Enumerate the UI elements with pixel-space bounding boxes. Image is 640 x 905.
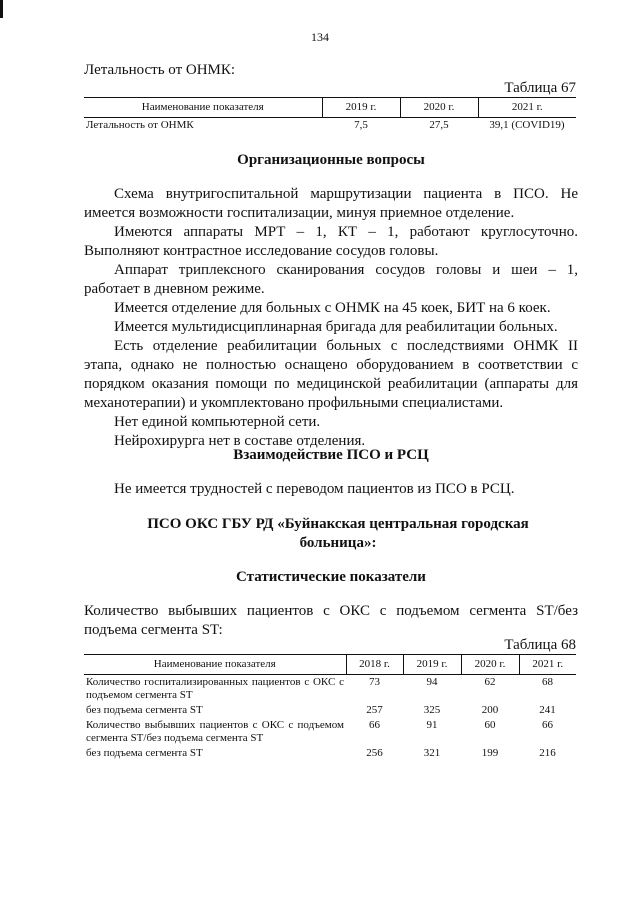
table-row bbox=[84, 118, 576, 134]
page-number: 134 bbox=[311, 30, 329, 44]
table68-cell: 200 bbox=[481, 704, 499, 716]
table68-cell: 325 bbox=[423, 704, 441, 716]
table68-label: Таблица 68 bbox=[504, 637, 576, 653]
table68-cell: 66 bbox=[369, 719, 380, 731]
table68-header-cell: Наименование показателя bbox=[84, 655, 346, 675]
lethality-heading: Летальность от ОНМК: bbox=[84, 62, 236, 78]
org-paragraphs bbox=[84, 185, 578, 451]
table68-header-row bbox=[84, 655, 576, 675]
table67-header-cell: 2021 г. bbox=[478, 98, 576, 118]
org-paragraph: Имеются аппараты МРТ – 1, КТ – 1, работают круглосуточно. Выполняют контрастное исследование сосудов головы. bbox=[84, 224, 578, 259]
table68-cell: 94 bbox=[426, 676, 438, 688]
org-paragraph: Есть отделение реабилитации больных с последствиями ОНМК II этапа, однако не полностью оснащено оборудованием в соответствии с порядком оказания помощи по медицинской реабилитации (аппараты для механотерапии) и укомплектовано профильными специалистами. bbox=[84, 338, 578, 411]
table68-cell: 256 bbox=[366, 747, 383, 759]
hospital-heading: ПСО ОКС ГБУ РД «Буйнакская центральная городская больница»: bbox=[147, 516, 529, 551]
table-row bbox=[84, 675, 576, 704]
table67-header-cell: Наименование показателя bbox=[84, 98, 322, 118]
table67-label: Таблица 67 bbox=[504, 80, 576, 96]
table68-cell: 257 bbox=[366, 704, 383, 716]
org-paragraph: Аппарат триплексного сканирования сосудов головы и шеи – 1, работает в дневном режиме. bbox=[84, 262, 578, 297]
page-edge-mark bbox=[0, 0, 3, 18]
org-heading: Организационные вопросы bbox=[237, 152, 425, 168]
table68-header-cell: 2019 г. bbox=[403, 655, 461, 675]
table67-cell: 7,5 bbox=[354, 119, 368, 131]
table67 bbox=[84, 97, 576, 133]
table68-header-cell: 2021 г. bbox=[519, 655, 576, 675]
table68-cell: 60 bbox=[484, 719, 496, 731]
table68-cell: 216 bbox=[539, 747, 556, 759]
table68-cell: без подъема сегмента ST bbox=[86, 747, 203, 759]
table68-cell: 91 bbox=[426, 719, 438, 731]
table68-cell: 66 bbox=[542, 719, 553, 731]
table67-cell: Летальность от ОНМК bbox=[86, 119, 194, 131]
table68-cell: 321 bbox=[423, 747, 441, 759]
table68-cell: Количество выбывших пациентов с ОКС с подъемом сегмента ST/без подъема сегмента ST bbox=[86, 719, 344, 744]
table67-header-row bbox=[84, 98, 576, 118]
table-row bbox=[84, 718, 576, 746]
table68-cell: 68 bbox=[542, 676, 553, 688]
org-paragraph: Имеется отделение для больных с ОНМК на 45 коек, БИТ на 6 коек. bbox=[114, 300, 551, 316]
table68-cell: 62 bbox=[484, 676, 496, 688]
stats-intro-block bbox=[84, 602, 578, 640]
table68-cell: 73 bbox=[369, 676, 380, 688]
org-paragraph: Имеется мультидисциплинарная бригада для реабилитации больных. bbox=[114, 319, 558, 335]
stats-intro: Количество выбывших пациентов с ОКС с подъемом сегмента ST/без подъема сегмента ST: bbox=[84, 603, 578, 638]
org-paragraph: Нейрохирурга нет в составе отделения. bbox=[114, 433, 366, 449]
interaction-heading: Взаимодействие ПСО и РСЦ bbox=[233, 447, 429, 463]
org-paragraph: Схема внутригоспитальной маршрутизации пациента в ПСО. Не имеется возможности госпитализации, минуя приемное отделение. bbox=[84, 186, 578, 221]
table67-cell: 39,1 (COVID19) bbox=[489, 119, 565, 131]
interaction-paragraph-block bbox=[84, 480, 578, 499]
table-row bbox=[84, 746, 576, 761]
org-paragraph: Нет единой компьютерной сети. bbox=[114, 414, 321, 430]
table-row bbox=[84, 703, 576, 718]
table67-cell: 27,5 bbox=[429, 119, 449, 131]
table68-cell: 241 bbox=[539, 704, 556, 716]
table68-cell: Количество госпитализированных пациентов с ОКС с подъемом сегмента ST bbox=[86, 676, 344, 701]
table68-header-cell: 2020 г. bbox=[461, 655, 519, 675]
table68-cell: 199 bbox=[481, 747, 499, 759]
table68 bbox=[84, 654, 576, 761]
stats-heading: Статистические показатели bbox=[236, 569, 426, 585]
table68-header-cell: 2018 г. bbox=[346, 655, 403, 675]
table68-cell: без подъема сегмента ST bbox=[86, 704, 203, 716]
interaction-paragraph: Не имеется трудностей с переводом пациентов из ПСО в РСЦ. bbox=[114, 481, 515, 497]
table67-header-cell: 2019 г. bbox=[322, 98, 400, 118]
table67-header-cell: 2020 г. bbox=[400, 98, 478, 118]
